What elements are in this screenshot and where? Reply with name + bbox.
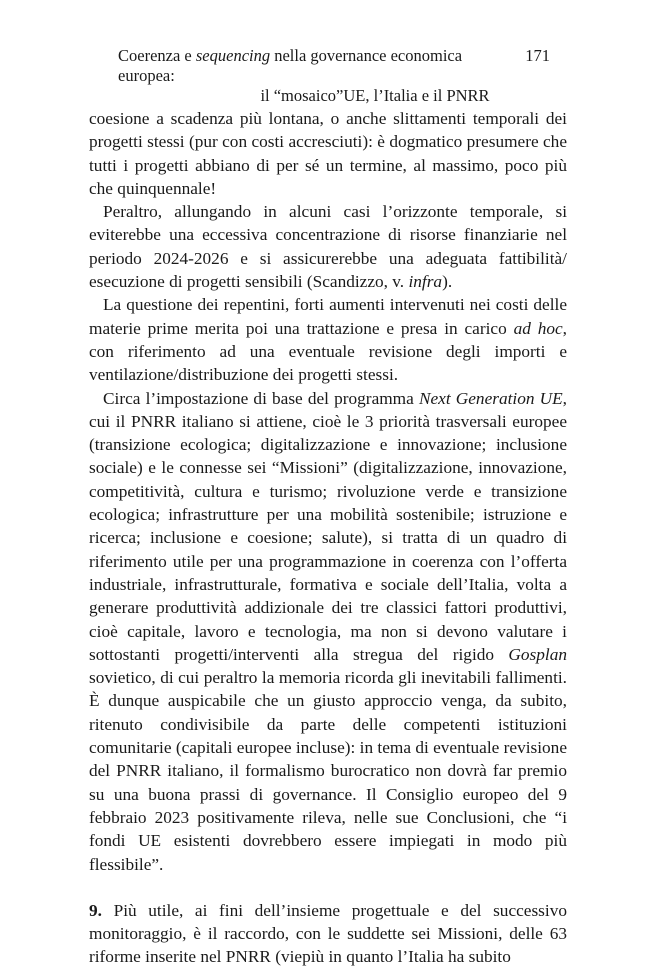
paragraph-2-text: Peraltro, allungando in alcuni casi l’orizzonte temporale, si eviterebbe una eccessiva concentrazione di risorse finanziarie nel periodo 2024-2026 e si assicurerebbe una adeguata fattibilità/ esecuzione di progetti sensibili (Scandizzo, v.: [89, 202, 567, 292]
page-number: 171: [525, 46, 550, 65]
running-head-title-start: Coerenza e: [118, 46, 196, 65]
paragraph-4-italic-1: Next Generation UE: [418, 388, 563, 408]
paragraph-2: [89, 200, 567, 293]
section-number: 9.: [89, 900, 102, 920]
running-head-subtitle: il “mosaico”UE, l’Italia e il PNRR: [260, 86, 490, 105]
running-head-title-end: nella governance economica europea:: [118, 46, 463, 85]
paragraph-2-italic: infra: [408, 272, 443, 292]
running-head-title-italic: sequencing: [195, 46, 271, 65]
paragraph-4-text-2: , cui il PNRR italiano si attiene, cioè le 3 priorità trasversali europee (transizione ecologica; digitalizzazione e innovazione; inclusione sociale) e le connesse sei “Missioni” (digitalizzazione, innovazione, competitività, cultura e turismo; rivoluzione verde e transizione ecologica; infrastrutture per una mobilità sostenibile; istruzione e ricerca; inclusione e coesione; salute), si tratta di un quadro di riferimento utile per una programmazione in coerenza con l’offerta industriale, infrastrutturale, formativa e sociale dell’Italia, volta a generare produttività addizionale dei tre classici fattori produttivi, cioè capitale, lavoro e tecnologia, ma non si devono valutare i sottostanti progetti/interventi alla stregua del rigido: [89, 388, 567, 664]
paragraph-4-text: Circa l’impostazione di base del programma: [103, 388, 419, 408]
paragraph-4: [89, 387, 567, 876]
paragraph-4-italic-2: Gosplan: [508, 644, 567, 664]
paragraph-1: coesione a scadenza più lontana, o anche slittamenti temporali dei progetti stessi (pur con costi accresciuti): è dogmatico presumere che tutti i progetti abbiano di per sé un termine, al massimo, poco più che quinquennale!: [89, 109, 567, 198]
paragraph-3: [89, 293, 567, 386]
running-head-title: [118, 46, 513, 86]
running-head: [110, 46, 550, 106]
paragraph-2-end: ).: [442, 272, 453, 292]
paragraph-3-italic: ad hoc: [513, 318, 563, 338]
paragraph-3-text: La questione dei repentini, forti aumenti intervenuti nei costi delle materie prime merita poi una trattazione e presa in carico: [89, 295, 567, 338]
running-head-title-line: [110, 46, 550, 86]
section-9-text: Più utile, ai fini dell’insieme progettuale e del successivo monitoraggio, è il raccordo, con le suddette sei Missioni, delle 63 riforme inserite nel PNRR (viepiù in quanto l’Italia ha subito: [89, 900, 567, 967]
paragraph-3-end: , con riferimento ad una eventuale revisione degli importi e ventilazione/distribuzione dei progetti stessi.: [89, 318, 567, 385]
body-text: [89, 107, 567, 969]
paragraph-4-text-3: sovietico, di cui peraltro la memoria ricorda gli inevitabili fallimenti. È dunque auspicabile che un giusto approccio venga, da subito, ritenuto condivisibile da parte delle competenti istituzioni comunitarie (capitali europee incluse): in tema di eventuale revisione del PNRR italiano, il formalismo burocratico non dovrà far premio su una buona prassi di governance. Il Consiglio europeo del 9 febbraio 2023 positivamente rileva, nelle sue Conclusioni, che “i fondi UE esistenti dovrebbero essere impiegati in modo più flessibile”.: [89, 668, 567, 874]
section-9-paragraph: [89, 899, 567, 969]
